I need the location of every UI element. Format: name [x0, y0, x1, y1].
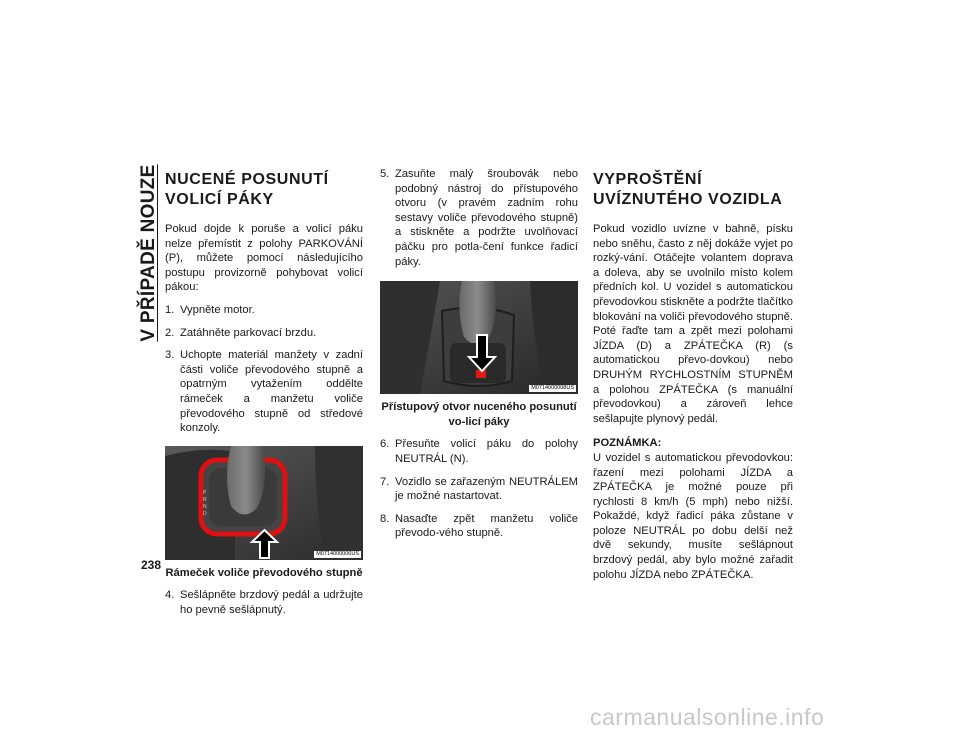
shifter-bezel-illustration [165, 446, 363, 560]
list-item [380, 437, 578, 466]
heading-shift-override: NUCENÉ POSUNUTÍ VOLICÍ PÁKY [165, 171, 329, 208]
step-text: Přesuňte volicí páku do polohy NEUTRÁL (N). [395, 438, 578, 465]
step-number: 4. [165, 589, 175, 602]
step-number: 2. [165, 326, 175, 339]
step-text: Zatáhněte parkovací brzdu. [180, 326, 317, 339]
step-text: Nasaďte zpět manžetu voliče převodo-vého stupně. [395, 512, 578, 540]
step-text: Vozidlo se zařazeným NEUTRÁLEM je možné nastartovat. [395, 475, 578, 503]
note-title: POZNÁMKA: [593, 437, 662, 450]
steps-list-1 [165, 303, 363, 436]
column-2 [380, 167, 578, 549]
svg-text:D: D [203, 510, 207, 517]
step-text: Uchopte materiál manžety v zadní části voliče převodového stupně a opatrným vytažením oddělte rámeček a manžetu voliče převodového stupně od středové konzoly. [180, 349, 363, 435]
steps-list-2 [380, 167, 578, 269]
svg-text:P: P [203, 489, 207, 496]
step-number: 7. [380, 475, 390, 488]
figure-code: M0714000008US [531, 385, 574, 392]
list-item [380, 475, 578, 504]
step-text: Zasuňte malý šroubovák nebo podobný nástroj do přístupového otvoru (v pravém zadním rohu sestavy voliče převodového stupně) a stiskněte a podržte uvolňovací páčku pro potla-čení funkce řadicí páky. [395, 168, 578, 268]
list-item [380, 512, 578, 541]
figure-code: M0714000006US [316, 550, 359, 557]
figure-caption: Přístupový otvor nuceného posunutí vo-licí páky [381, 401, 577, 428]
figure-caption: Rámeček voliče převodového stupně [165, 566, 363, 579]
intro-paragraph: Pokud dojde k poruše a volicí páku nelze přemístit z polohy PARKOVÁNÍ (P), můžete pomocí následujícího postupu provizorně pohybovat volicí pákou: [165, 223, 363, 294]
shifter-bezel-figure [165, 446, 363, 560]
column-1 [165, 170, 363, 626]
step-number: 6. [380, 438, 390, 451]
column-3 [593, 170, 793, 590]
steps-list-2b [380, 437, 578, 541]
page-number: 238 [141, 558, 162, 572]
svg-text:N: N [203, 503, 207, 510]
step-number: 3. [165, 349, 175, 362]
list-item [165, 588, 363, 617]
svg-text:R: R [203, 496, 207, 503]
watermark: carmanualsonline.info [590, 704, 825, 730]
list-item [380, 167, 578, 269]
steps-list-1b [165, 588, 363, 617]
list-item [165, 326, 363, 341]
freeing-paragraph: Pokud vozidlo uvízne v bahně, písku nebo sněhu, často z něj dokáže vyjet po rozký-vání. Otáčejte volantem doprava a doleva, aby se uvolnilo místo kolem předních kol. U vozidel s automatickou převodovkou stiskněte a podržte tlačítko blokování na voliči převodového stupně. Poté řaďte tam a zpět mezi polohami JÍZDA (D) a ZPÁTEČKA (R) (s automatickou převo-dovkou) nebo DRUHÝM RYCHLOSTNÍM STUPNĚM a polohou ZPÁTEČKA (s manuální převodovkou) a zároveň lehce sešlapujte plynový pedál. [593, 223, 793, 425]
list-item [165, 348, 363, 436]
heading-freeing-vehicle: VYPROŠTĚNÍ UVÍZNUTÉHO VOZIDLA [593, 171, 783, 208]
override-access-figure [380, 281, 578, 394]
override-access-illustration [380, 281, 578, 394]
step-text: Vypněte motor. [180, 303, 255, 316]
step-number: 5. [380, 168, 390, 180]
section-title: V PŘÍPADĚ NOUZE [138, 163, 159, 342]
section-side-tab [138, 163, 160, 342]
list-item [165, 303, 363, 318]
step-text: Sešlápněte brzdový pedál a udržujte ho pevně sešlápnutý. [180, 589, 363, 616]
step-number: 8. [380, 512, 390, 525]
step-number: 1. [165, 303, 175, 316]
note-text: U vozidel s automatickou převodovkou: řazení mezi polohami JÍZDA a ZPÁTEČKA je možné pouze při rychlosti 8 km/h (5 mph) nebo nižší. Pokaždé, když řadicí páka zůstane v poloze NEUTRÁL po dobu delší než dvě sekundy, musíte sešlápnout brzdový pedál, aby bylo možné zařadit polohu JÍZDA nebo ZPÁTEČKA. [593, 451, 793, 581]
